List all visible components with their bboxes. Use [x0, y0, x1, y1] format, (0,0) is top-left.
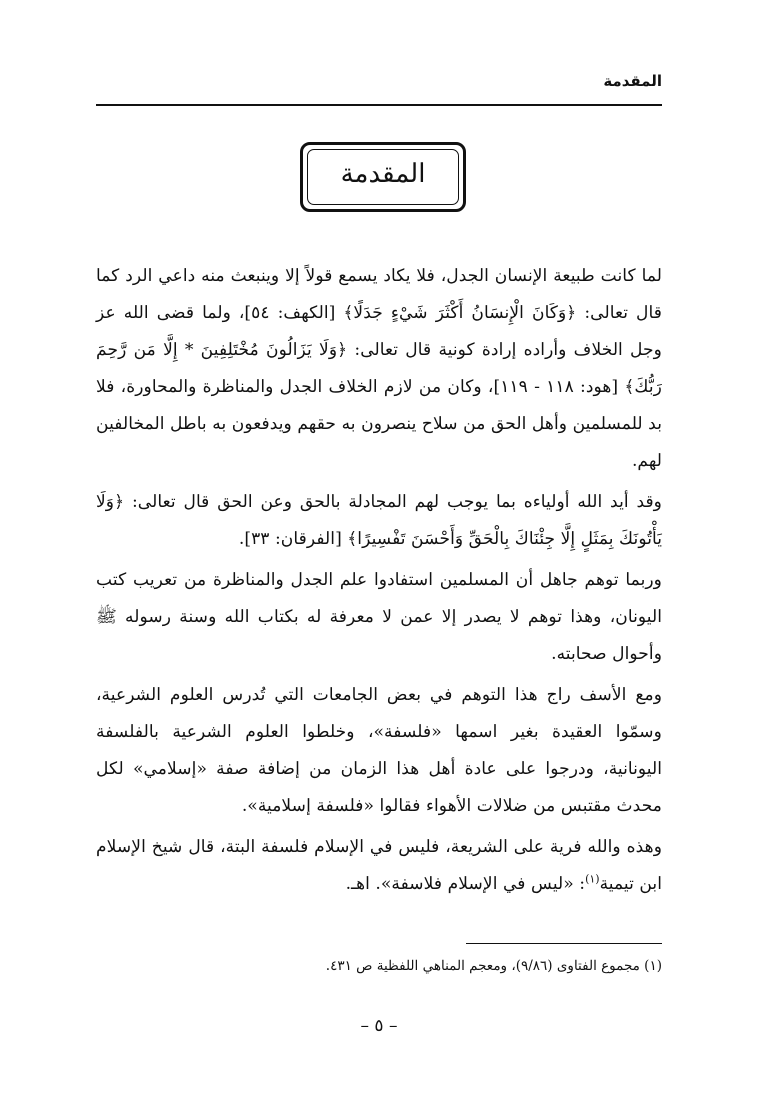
chapter-title-frame — [300, 142, 466, 212]
paragraph-2: وقد أيد الله أولياءه بما يوجب لهم المجادلة بالحق وعن الحق قال تعالى: ﴿وَلَا يَأْتُونَكَ بِمَثَلٍ إِلَّا جِئْنَاكَ بِالْحَقِّ وَأَحْسَنَ تَفْسِيرًا﴾ [الفرقان: ٣٣]. — [96, 492, 662, 549]
paragraph-5 — [96, 829, 662, 903]
paragraph-5-text: وهذه والله فرية على الشريعة، فليس في الإسلام فلسفة البتة، قال شيخ الإسلام ابن تيمية — [96, 837, 662, 894]
chapter-title: المقدمة — [340, 159, 426, 189]
footnote-rule — [466, 943, 662, 944]
footnote-reference[interactable]: (١) — [585, 872, 600, 886]
page-number: – ٥ – — [360, 1016, 398, 1036]
footnote: (١) مجموع الفتاوى (٩/٨٦)، ومعجم المناهي اللفظية ص ٤٣١. — [325, 958, 662, 974]
paragraph-4: ومع الأسف راج هذا التوهم في بعض الجامعات التي تُدرس العلوم الشرعية، وسمّوا العقيدة بغير اسمها «فلسفة»، وخلطوا العلوم الشرعية بالفلسفة اليونانية، ودرجوا على عادة أهل هذا الزمان من إضافة صفة «إسلامي» لكل محدث مقتبس من ضلالات الأهواء فقالوا «فلسفة إسلامية». — [96, 685, 662, 816]
paragraph-1: لما كانت طبيعة الإنسان الجدل، فلا يكاد يسمع قولاً إلا وينبعث منه داعي الرد كما قال تعالى: ﴿وَكَانَ الْإِنسَانُ أَكْثَرَ شَيْءٍ جَدَلًا﴾ [الكهف: ٥٤]، ولما قضى الله عز وجل الخلاف وأراده إرادة كونية قال تعالى: ﴿وَلَا يَزَالُونَ مُخْتَلِفِينَ * إِلَّا مَن رَّحِمَ رَبُّكَ﴾ [هود: ١١٨ - ١١٩]، وكان من لازم الخلاف الجدل والمناظرة والمحاورة، فلا بد للمسلمين وأهل الحق من سلاح ينصرون به حقهم ويدفعون به باطل المخالفين لهم. — [96, 266, 662, 471]
paragraph-5-quote: : «ليس في الإسلام فلاسفة». اهـ. — [345, 874, 586, 894]
running-head: المقدمة — [603, 72, 662, 90]
paragraph-3: وربما توهم جاهل أن المسلمين استفادوا علم الجدل والمناظرة من تعريب كتب اليونان، وهذا توهم لا يصدر إلا عمن لا معرفة له بكتاب الله وسنة رسوله ﷺ وأحوال صحابته. — [96, 570, 662, 664]
body-text — [96, 258, 662, 907]
header-rule — [96, 104, 662, 106]
